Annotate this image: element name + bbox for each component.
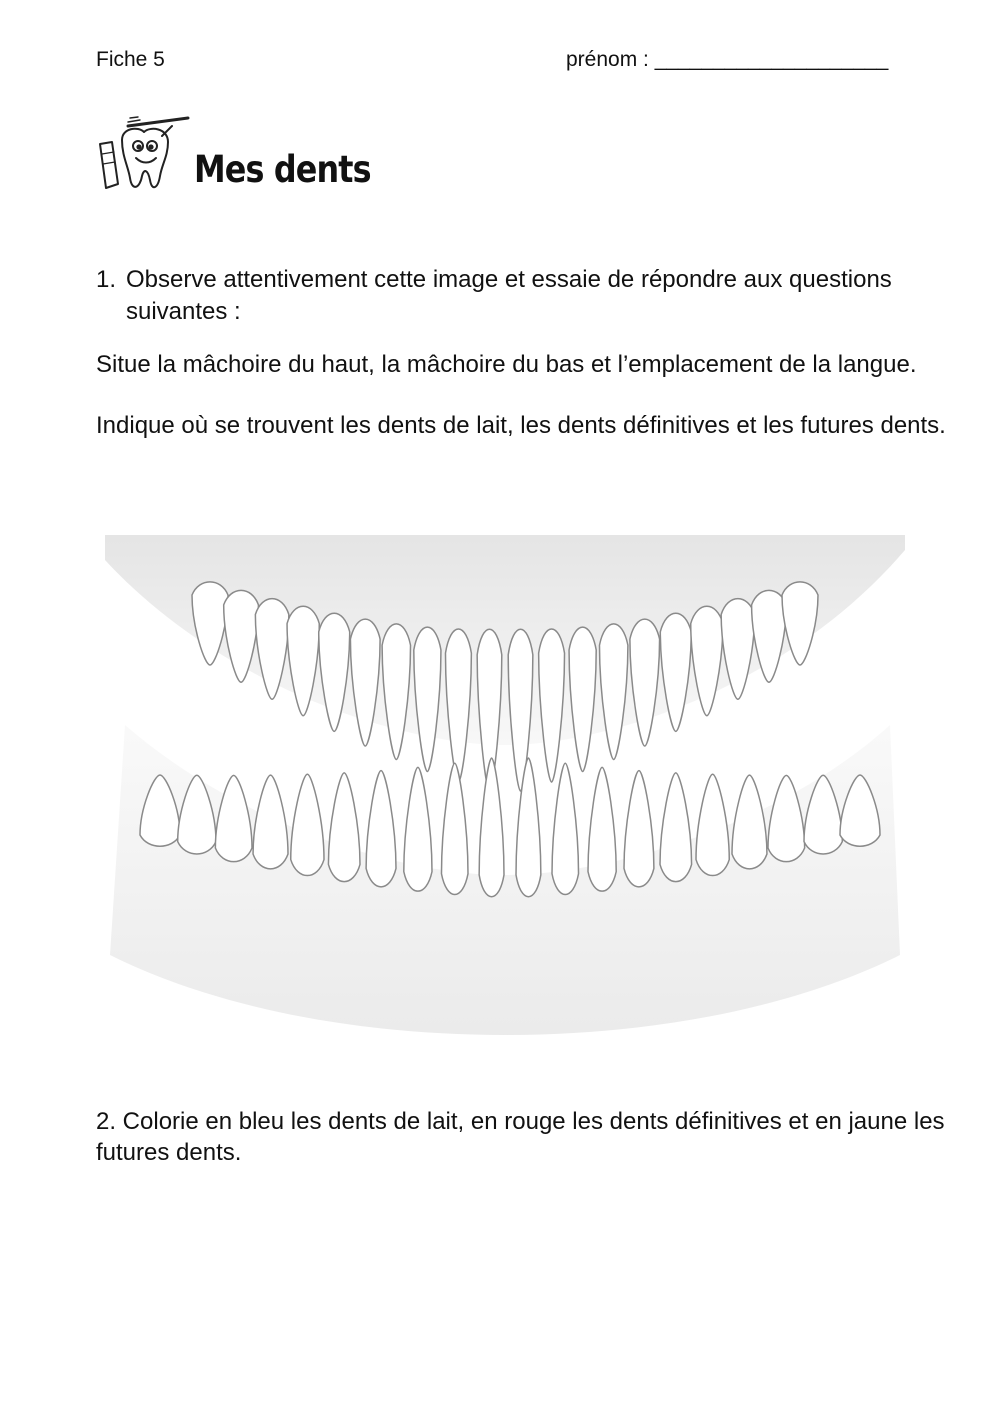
lower-tooth [732, 775, 767, 869]
upper-jaw [105, 535, 905, 745]
lower-tooth [768, 775, 805, 861]
upper-tooth [782, 582, 818, 665]
upper-tooth [414, 627, 441, 771]
dental-arches-illustration [100, 535, 910, 1035]
lower-tooth [328, 773, 360, 882]
upper-tooth [660, 613, 691, 731]
upper-tooth [350, 619, 380, 746]
name-field: prénom : ____________________ [566, 48, 889, 71]
instruction-jaws: Situe la mâchoire du haut, la mâchoire du bas et l’emplacement de la langue. [96, 351, 917, 378]
lower-tooth [479, 758, 504, 897]
upper-tooth [382, 624, 410, 760]
question-1-number: 1. [96, 266, 117, 293]
upper-tooth [599, 624, 627, 760]
upper-tooth [630, 619, 660, 746]
lower-tooth [552, 763, 579, 894]
lower-tooth [588, 767, 616, 891]
lower-tooth [441, 763, 468, 894]
page-title: Mes dents [194, 148, 371, 191]
question-1 [96, 264, 896, 328]
lower-jaw [110, 725, 900, 1035]
instruction-teeth-types: Indique où se trouvent les dents de lait, les dents définitives et les futures dents. [96, 412, 946, 439]
upper-tooth [539, 629, 565, 782]
lower-tooth [404, 767, 432, 891]
upper-tooth [569, 627, 596, 771]
lower-tooth [291, 774, 324, 875]
question-2: 2. Colorie en bleu les dents de lait, en rouge les dents définitives et en jaune les futures dents. [96, 1108, 945, 1166]
upper-tooth [319, 613, 350, 731]
lower-tooth [696, 774, 729, 875]
lower-tooth [215, 775, 252, 861]
lower-tooth [624, 771, 654, 887]
sheet-label: Fiche 5 [96, 48, 165, 71]
upper-tooth [445, 629, 471, 782]
lower-tooth [366, 771, 396, 887]
question-1-text: Observe attentivement cette image et essaie de répondre aux questions suivantes : [126, 266, 892, 325]
lower-tooth [253, 775, 288, 869]
lower-tooth [660, 773, 692, 882]
tooth-mascot-icon [92, 114, 190, 200]
